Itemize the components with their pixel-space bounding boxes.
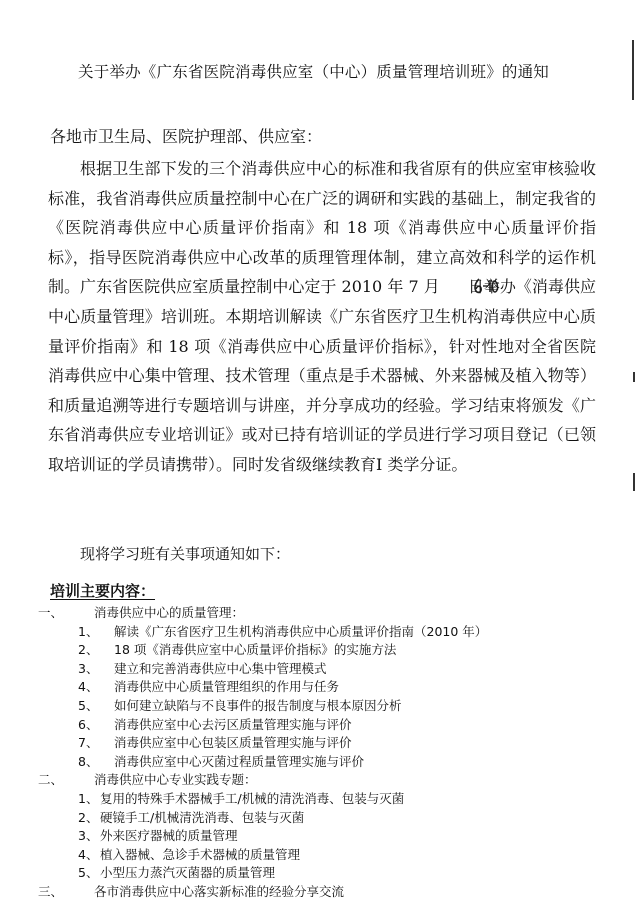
item-number: 1、 bbox=[78, 623, 99, 639]
salutation: 各地市卫生局、医院护理部、供应室： bbox=[50, 127, 323, 146]
notice-line: 现将学习班有关事项通知如下： bbox=[80, 545, 291, 563]
training-outline bbox=[38, 604, 618, 902]
item-text: 建立和完善消毒供应中心集中管理模式 bbox=[114, 660, 327, 676]
item-text: 植入器械、急诊手术器械的质量管理 bbox=[100, 846, 301, 862]
list-item bbox=[38, 697, 618, 716]
item-text: 复用的特殊手术器械手工/机械的清洗消毒、包装与灭菌 bbox=[100, 790, 405, 806]
main-paragraph bbox=[48, 154, 596, 480]
list-item bbox=[38, 790, 618, 809]
item-number: 4、 bbox=[78, 679, 99, 695]
section-label: 各市消毒供应中心落实新标准的经验分享交流 bbox=[94, 883, 345, 899]
section-number: 一、 bbox=[38, 605, 64, 620]
item-text: 小型压力蒸汽灭菌器的质量管理 bbox=[100, 865, 276, 881]
item-text: 消毒供应中心质量管理组织的作用与任务 bbox=[114, 679, 340, 695]
list-item bbox=[38, 623, 618, 642]
item-number: 5、 bbox=[78, 865, 99, 881]
item-number: 3、 bbox=[78, 828, 99, 844]
list-item bbox=[38, 660, 618, 679]
item-text: 18 项《消毒供应室中心质量评价指标》的实施方法 bbox=[114, 642, 397, 658]
item-number: 2、 bbox=[78, 809, 99, 825]
section-label: 消毒供应中心的质量管理： bbox=[94, 605, 245, 620]
item-number: 6、 bbox=[78, 716, 99, 732]
list-item bbox=[38, 716, 618, 735]
section-label: 消毒供应中心专业实践专题： bbox=[94, 772, 257, 788]
item-number: 8、 bbox=[78, 753, 99, 769]
item-number: 5、 bbox=[78, 697, 99, 713]
item-text: 消毒供应室中心包装区质量管理实施与评价 bbox=[114, 735, 352, 751]
item-text: 外来医疗器械的质量管理 bbox=[100, 828, 238, 844]
section-number: 三、 bbox=[38, 883, 64, 899]
outline-section-2 bbox=[38, 771, 618, 790]
item-number: 2、 bbox=[78, 642, 99, 658]
paragraph-part-2: 日举办《消毒供应中心质量管理》培训班。本期培训解读《广东省医疗卫生机构消毒供应中心质量评价指南》和 18 项《消毒供应中心质量评价指标》，针对性地对全省医院消毒供应中心集中管理、技术管理（重点是手术器械、外来器械及植入物等）和质量追溯等进行专题培训与讲座，并分享成功的经验。学习结束将颁发《广东省消毒供应专业培训证》或对已持有培训证的学员进行学习项目登记（已领取培训证的学员请携带）。同时发省级继续教育Ⅰ 类学分证。 bbox=[48, 277, 596, 474]
section-number: 二、 bbox=[38, 772, 64, 788]
item-text: 如何建立缺陷与不良事件的报告制度与根本原因分析 bbox=[114, 697, 402, 713]
paragraph-part-1: 根据卫生部下发的三个消毒供应中心的标准和我省原有的供应室审核验收标准，我省消毒供应质量控制中心在广泛的调研和实践的基础上，制定我省的《医院消毒供应中心质量评价指南》和 18 项《消毒供应中心质量评价指标》，指导医院消毒供应中心改革的质理管理体制，建立高效和科学的运作机制。广东省医院供应室质量控制中心定于 2010 年 7 月 bbox=[48, 159, 596, 297]
item-text: 消毒供应室中心灭菌过程质量管理实施与评价 bbox=[114, 753, 365, 769]
outline-section-3 bbox=[38, 883, 618, 902]
list-item bbox=[38, 864, 618, 883]
section-heading: 培训主要内容： bbox=[50, 582, 156, 600]
outline-section-1 bbox=[38, 604, 618, 623]
item-number: 7、 bbox=[78, 735, 99, 751]
item-number: 1、 bbox=[78, 790, 99, 806]
scan-edge-mark bbox=[633, 473, 635, 491]
scan-edge-mark bbox=[632, 40, 634, 100]
list-item bbox=[38, 641, 618, 660]
list-item bbox=[38, 827, 618, 846]
list-item bbox=[38, 809, 618, 828]
list-item bbox=[38, 678, 618, 697]
item-text: 解读《广东省医疗卫生机构消毒供应中心质量评价指南（2010 年） bbox=[114, 623, 488, 639]
scan-edge-mark bbox=[633, 372, 635, 382]
handwritten-date bbox=[440, 275, 468, 293]
item-number: 3、 bbox=[78, 660, 99, 676]
item-text: 消毒供应室中心去污区质量管理实施与评价 bbox=[114, 716, 352, 732]
item-number: 4、 bbox=[78, 846, 99, 862]
document-title: 关于举办《广东省医院消毒供应室（中心）质量管理培训班》的通知 bbox=[78, 63, 550, 81]
list-item bbox=[38, 846, 618, 865]
list-item bbox=[38, 753, 618, 772]
item-text: 硬镜手工/机械清洗消毒、包装与灭菌 bbox=[100, 809, 305, 825]
list-item bbox=[38, 734, 618, 753]
